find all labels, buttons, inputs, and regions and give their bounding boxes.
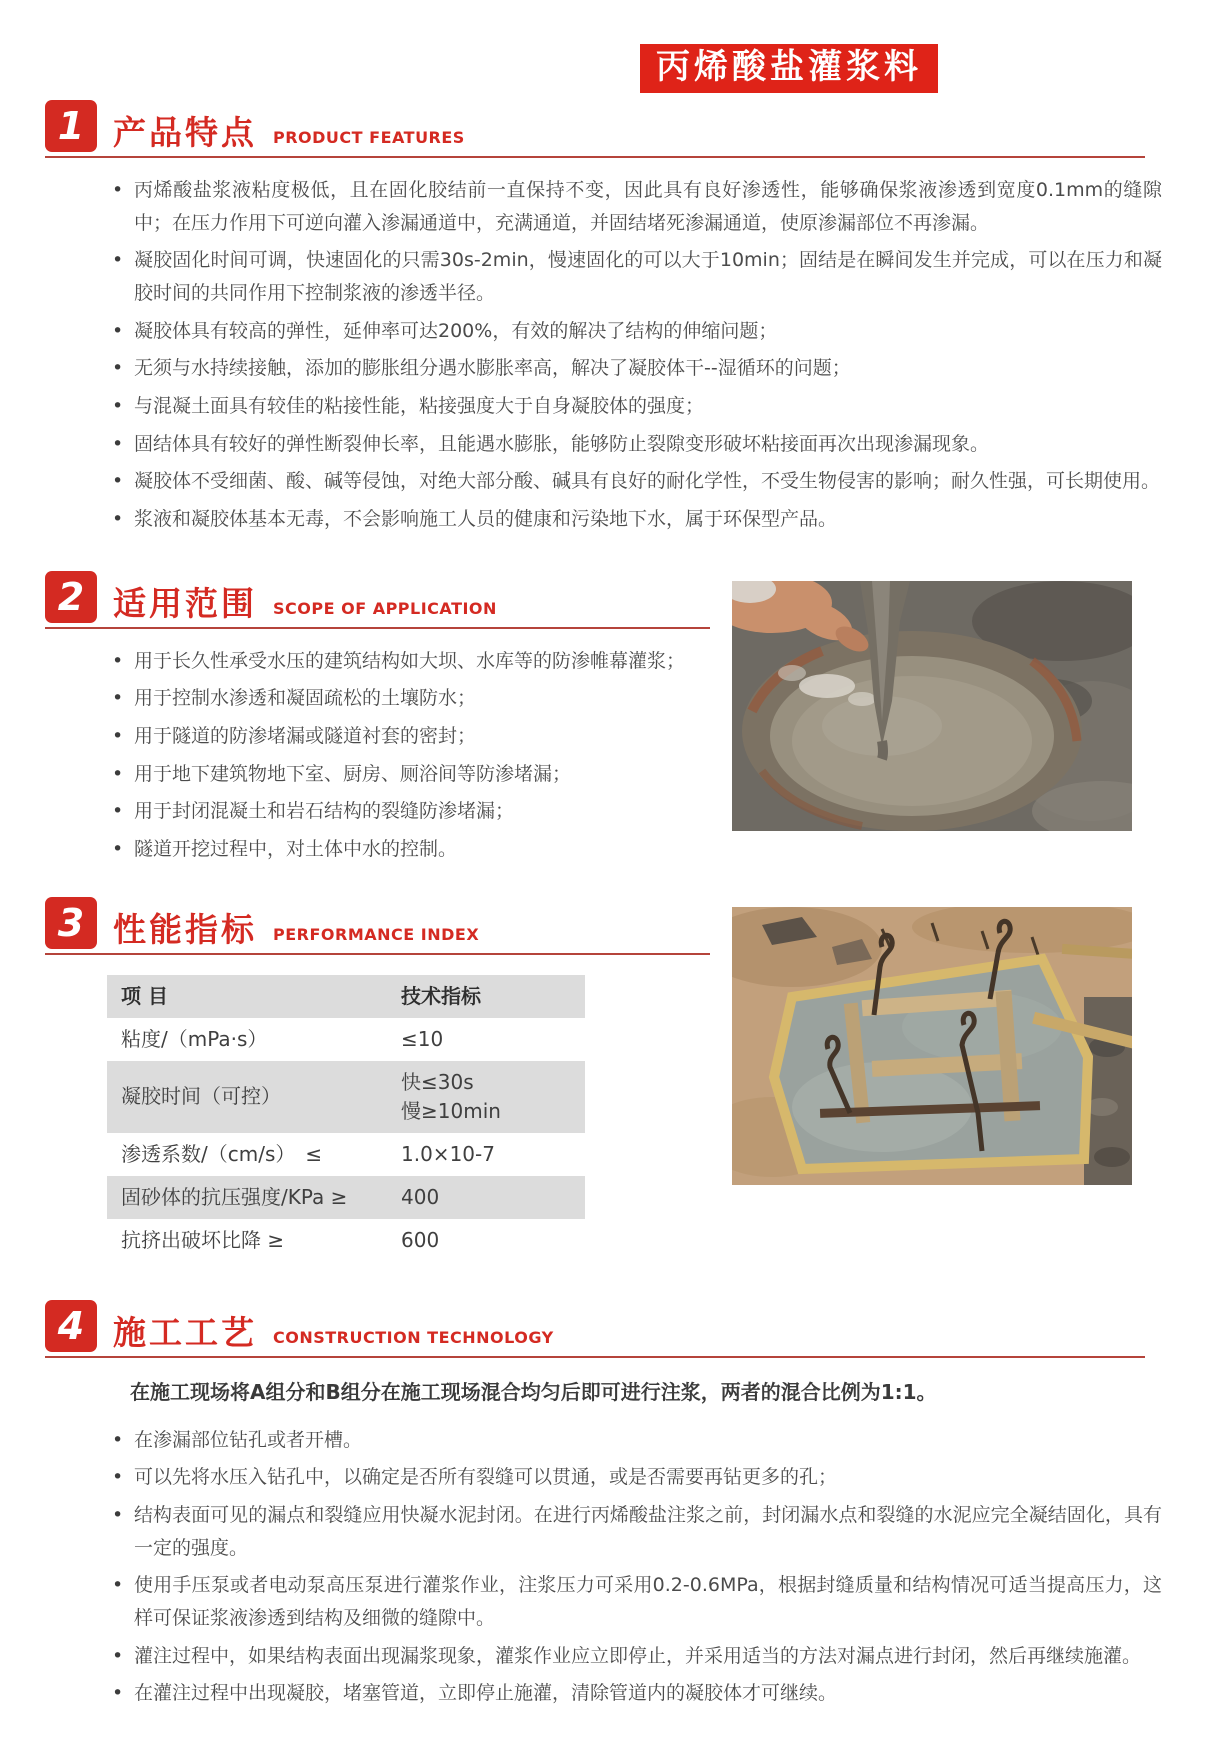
section-4-header — [45, 1300, 1145, 1358]
scope-list — [110, 645, 722, 866]
table-row — [107, 1133, 585, 1176]
section-1-number-badge: 1 — [45, 100, 97, 152]
table-cell — [387, 1061, 585, 1133]
list-item: • 用于封闭混凝土和岩石结构的裂缝防渗堵漏； — [110, 795, 722, 828]
list-item: • 无须与水持续接触，添加的膨胀组分遇水膨胀率高，解决了凝胶体干--湿循环的问题； — [110, 352, 1162, 385]
list-item: • 用于长久性承受水压的建筑结构如大坝、水库等的防渗帷幕灌浆； — [110, 645, 722, 678]
list-item: • 固结体具有较好的弹性断裂伸长率，且能遇水膨胀，能够防止裂隙变形破坏粘接面再次出现渗漏现象。 — [110, 428, 1162, 461]
section-2-title: 适用范围 — [113, 583, 257, 623]
section-3-number-badge: 3 — [45, 897, 97, 949]
list-item: • 凝胶体不受细菌、酸、碱等侵蚀，对绝大部分酸、碱具有良好的耐化学性，不受生物侵害的影响；耐久性强，可长期使用。 — [110, 465, 1162, 498]
product-features-list — [110, 174, 1162, 536]
table-cell: 600 — [401, 1227, 440, 1252]
table-cell: 固砂体的抗压强度/KPa ≥ — [121, 1184, 348, 1209]
formwork-grouting-photo — [732, 907, 1132, 1185]
table-cell: ≤10 — [401, 1026, 444, 1051]
product-title-banner: 丙烯酸盐灌浆料 — [640, 44, 938, 93]
list-item: • 用于地下建筑物地下室、厨房、厕浴间等防渗堵漏； — [110, 758, 722, 791]
list-item: • 用于控制水渗透和凝固疏松的土壤防水； — [110, 682, 722, 715]
section-1-subtitle: PRODUCT FEATURES — [273, 128, 465, 147]
table-cell-line: 慢≥10min — [401, 1098, 501, 1123]
section-1-title: 产品特点 — [113, 113, 257, 153]
construction-steps-list — [110, 1424, 1162, 1710]
section-product-features — [0, 100, 1232, 536]
table-cell: 粘度/（mPa·s） — [121, 1026, 268, 1051]
list-item: • 凝胶体具有较高的弹性，延伸率可达200%，有效的解决了结构的伸缩问题； — [110, 315, 1162, 348]
table-cell: 1.0×10-7 — [401, 1141, 495, 1166]
list-item: • 用于隧道的防渗堵漏或隧道衬套的密封； — [110, 720, 722, 753]
section-2-subtitle: SCOPE OF APPLICATION — [273, 598, 497, 618]
list-item: • 与混凝土面具有较佳的粘接性能，粘接强度大于自身凝胶体的强度； — [110, 390, 1162, 423]
performance-table — [107, 975, 585, 1262]
table-header-row — [107, 975, 585, 1018]
list-item: • 可以先将水压入钻孔中，以确定是否所有裂缝可以贯通，或是否需要再钻更多的孔； — [110, 1461, 1162, 1494]
section-construction-technology — [0, 1300, 1232, 1710]
banner-row — [0, 0, 1232, 100]
table-row — [107, 1219, 585, 1262]
list-item: • 丙烯酸盐浆液粘度极低，且在固化胶结前一直保持不变，因此具有良好渗透性，能够确保浆液渗透到宽度0.1mm的缝隙中；在压力作用下可逆向灌入渗漏通道中，充满通道，并固结堵死渗漏通道，使原渗漏部位不再渗漏。 — [110, 174, 1162, 239]
section-scope-of-application — [0, 571, 1232, 871]
table-cell: 凝胶时间（可控） — [121, 1084, 281, 1109]
grout-mixing-photo — [732, 581, 1132, 831]
table-row — [107, 1061, 585, 1133]
list-item: • 在灌注过程中出现凝胶，堵塞管道，立即停止施灌，清除管道内的凝胶体才可继续。 — [110, 1677, 1162, 1710]
section-3-subtitle: PERFORMANCE INDEX — [273, 924, 480, 944]
section-2-number-badge: 2 — [45, 571, 97, 623]
list-item: • 使用手压泵或者电动泵高压泵进行灌浆作业，注浆压力可采用0.2-0.6MPa，根据封缝质量和结构情况可适当提高压力，这样可保证浆液渗透到结构及细微的缝隙中。 — [110, 1569, 1162, 1634]
list-item: • 隧道开挖过程中，对土体中水的控制。 — [110, 833, 722, 866]
table-cell: 渗透系数/（cm/s） ≤ — [121, 1141, 323, 1166]
table-row — [107, 1018, 585, 1061]
section-4-title: 施工工艺 — [113, 1312, 257, 1352]
table-cell-line: 快≤30s — [401, 1069, 474, 1094]
list-item: • 结构表面可见的漏点和裂缝应用快凝水泥封闭。在进行丙烯酸盐注浆之前，封闭漏水点和裂缝的水泥应完全凝结固化，具有一定的强度。 — [110, 1499, 1162, 1564]
table-row — [107, 1176, 585, 1219]
list-item: • 浆液和凝胶体基本无毒，不会影响施工人员的健康和污染地下水，属于环保型产品。 — [110, 503, 1162, 536]
table-header-cell: 项 目 — [121, 983, 168, 1008]
section-1-header — [45, 100, 1145, 158]
table-header-cell: 技术指标 — [401, 983, 481, 1008]
section-3-title: 性能指标 — [113, 909, 257, 949]
list-item: • 灌注过程中，如果结构表面出现漏浆现象，灌浆作业应立即停止，并采用适当的方法对漏点进行封闭，然后再继续施灌。 — [110, 1640, 1162, 1673]
section-4-subtitle: CONSTRUCTION TECHNOLOGY — [273, 1327, 554, 1347]
table-cell: 抗挤出破坏比降 ≥ — [121, 1227, 285, 1252]
construction-intro: 在施工现场将A组分和B组分在施工现场混合均匀后即可进行注浆，两者的混合比例为1:1。 — [130, 1379, 937, 1404]
section-performance-index — [0, 897, 1232, 1262]
section-4-number-badge: 4 — [45, 1300, 97, 1352]
table-cell: 400 — [401, 1184, 440, 1209]
list-item: • 凝胶固化时间可调，快速固化的只需30s-2min，慢速固化的可以大于10min；固结是在瞬间发生并完成，可以在压力和凝胶时间的共同作用下控制浆液的渗透半径。 — [110, 244, 1162, 309]
list-item: • 在渗漏部位钻孔或者开槽。 — [110, 1424, 1162, 1457]
section-2-header — [45, 571, 710, 629]
section-3-header — [45, 897, 710, 955]
